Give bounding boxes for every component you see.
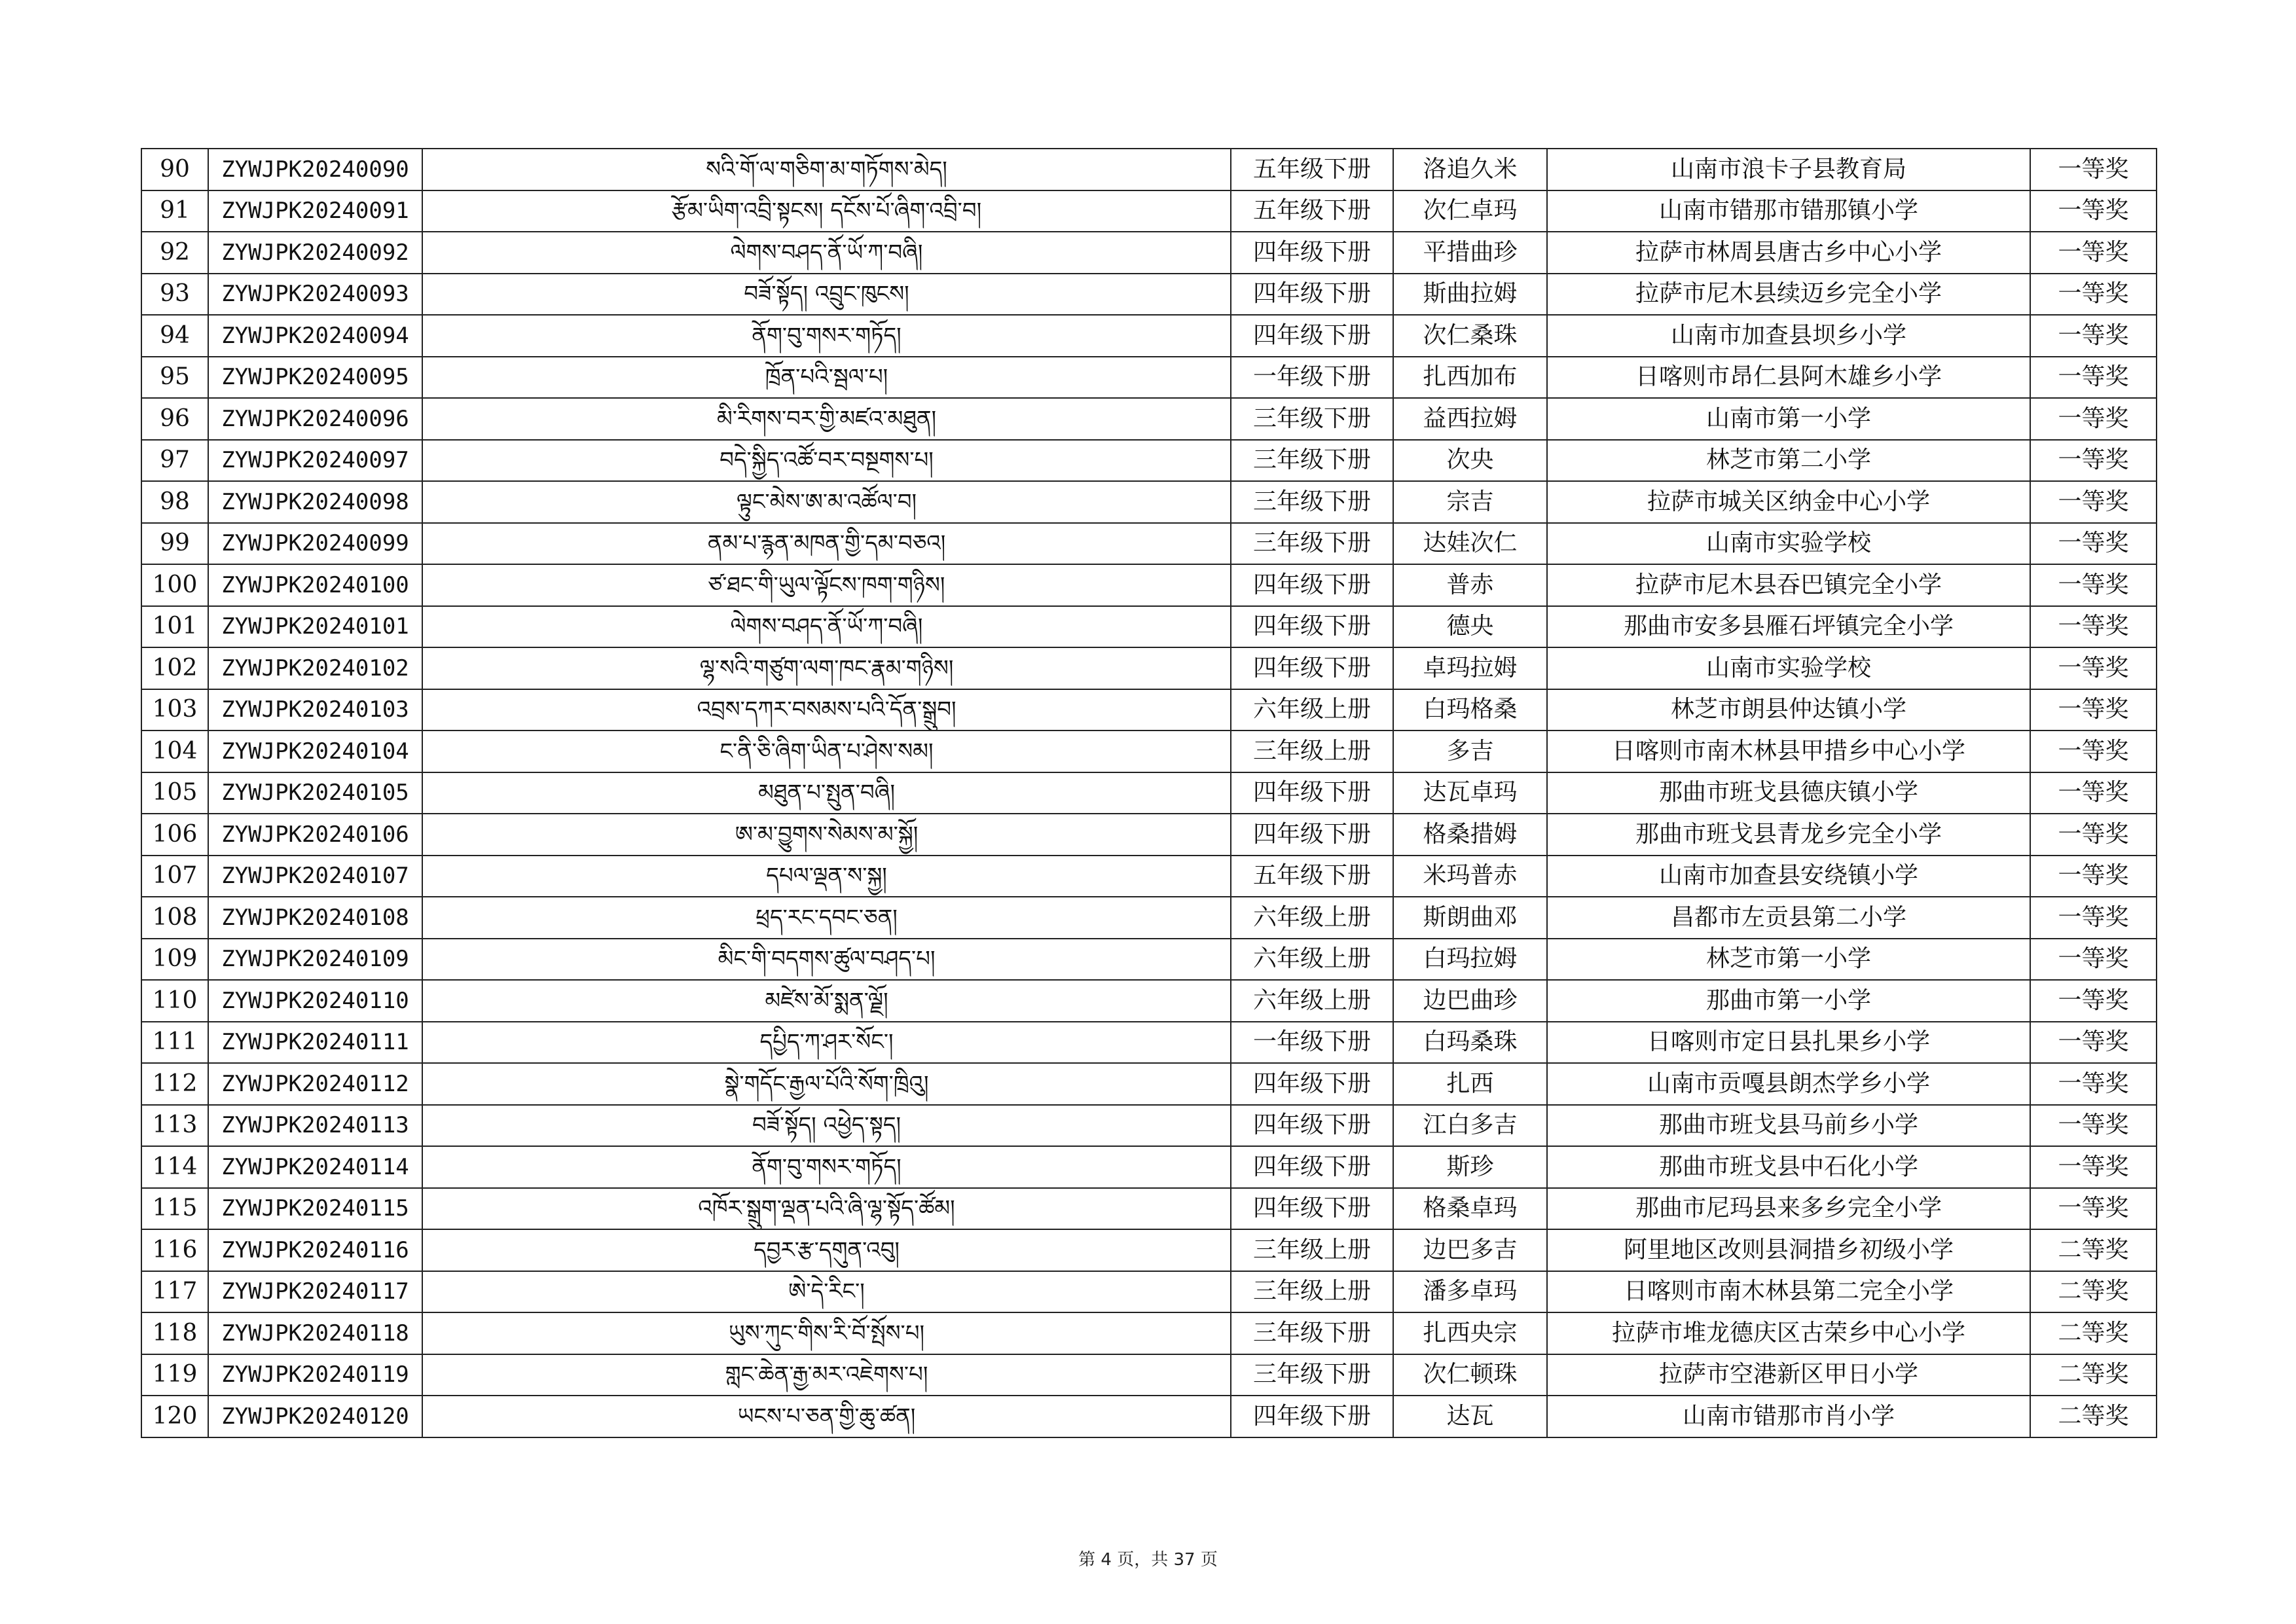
school-name-cell: 林芝市第一小学 — [1547, 939, 2030, 981]
school-name-cell: 昌都市左贡县第二小学 — [1547, 897, 2030, 939]
row-number-cell: 118 — [141, 1312, 208, 1354]
row-number-cell: 100 — [141, 564, 208, 606]
award-level-cell: 一等奖 — [2030, 980, 2157, 1022]
work-code-cell: ZYWJPK20240095 — [208, 357, 422, 399]
work-title-cell: མཛེས་མོ་སྨན་ལྗོ། — [422, 980, 1231, 1022]
work-code-cell: ZYWJPK20240115 — [208, 1188, 422, 1230]
school-name-cell: 那曲市班戈县青龙乡完全小学 — [1547, 814, 2030, 856]
work-title-cell: ནོག་བུ་གསར་གཏོད། — [422, 1146, 1231, 1188]
school-name-cell: 日喀则市南木林县第二完全小学 — [1547, 1271, 2030, 1313]
table-row — [141, 689, 2157, 731]
award-level-cell: 一等奖 — [2030, 315, 2157, 357]
table-row — [141, 1229, 2157, 1271]
row-number-cell: 99 — [141, 523, 208, 565]
teacher-name-cell: 卓玛拉姆 — [1393, 647, 1547, 689]
school-name-cell: 日喀则市昂仁县阿木雄乡小学 — [1547, 357, 2030, 399]
work-code-cell: ZYWJPK20240104 — [208, 731, 422, 772]
teacher-name-cell: 扎西 — [1393, 1063, 1547, 1105]
work-code-cell: ZYWJPK20240118 — [208, 1312, 422, 1354]
table-row — [141, 1022, 2157, 1064]
teacher-name-cell: 宗吉 — [1393, 481, 1547, 523]
award-level-cell: 二等奖 — [2030, 1312, 2157, 1354]
teacher-name-cell: 次仁顿珠 — [1393, 1354, 1547, 1396]
table-row — [141, 647, 2157, 689]
work-code-cell: ZYWJPK20240120 — [208, 1396, 422, 1437]
work-title-cell: ཨ་མ་བྱུགས་སེམས་མ་སྐྱོ། — [422, 814, 1231, 856]
work-title-cell: ལྟུང་མེས་ཨ་མ་འཚོལ་བ། — [422, 481, 1231, 523]
grade-volume-cell: 四年级下册 — [1231, 1188, 1393, 1230]
award-level-cell: 一等奖 — [2030, 1022, 2157, 1064]
school-name-cell: 山南市第一小学 — [1547, 398, 2030, 440]
grade-volume-cell: 四年级下册 — [1231, 1063, 1393, 1105]
row-number-cell: 106 — [141, 814, 208, 856]
table-row — [141, 1396, 2157, 1437]
work-code-cell: ZYWJPK20240112 — [208, 1063, 422, 1105]
work-title-cell: ལྷ་སའི་གཙུག་ལག་ཁང་རྣམ་གཉིས། — [422, 647, 1231, 689]
table-row — [141, 232, 2157, 274]
row-number-cell: 120 — [141, 1396, 208, 1437]
teacher-name-cell: 达瓦卓玛 — [1393, 772, 1547, 814]
work-code-cell: ZYWJPK20240107 — [208, 856, 422, 897]
award-level-cell: 一等奖 — [2030, 647, 2157, 689]
school-name-cell: 拉萨市尼木县续迈乡完全小学 — [1547, 274, 2030, 316]
row-number-cell: 117 — [141, 1271, 208, 1313]
grade-volume-cell: 四年级下册 — [1231, 1146, 1393, 1188]
row-number-cell: 93 — [141, 274, 208, 316]
work-code-cell: ZYWJPK20240096 — [208, 398, 422, 440]
table-row — [141, 1105, 2157, 1147]
grade-volume-cell: 四年级下册 — [1231, 1396, 1393, 1437]
work-title-cell: བཟོ་སྟོད། འཕྱེད་སྟད། — [422, 1105, 1231, 1147]
row-number-cell: 98 — [141, 481, 208, 523]
work-title-cell: དབྱར་རྩ་དགུན་འབུ། — [422, 1229, 1231, 1271]
grade-volume-cell: 三年级上册 — [1231, 1229, 1393, 1271]
award-level-cell: 二等奖 — [2030, 1229, 2157, 1271]
school-name-cell: 那曲市班戈县德庆镇小学 — [1547, 772, 2030, 814]
work-code-cell: ZYWJPK20240103 — [208, 689, 422, 731]
work-title-cell: ཙ་ཐང་གི་ཡུལ་ལྟོངས་ཁག་གཉིས། — [422, 564, 1231, 606]
row-number-cell: 119 — [141, 1354, 208, 1396]
school-name-cell: 山南市浪卡子县教育局 — [1547, 149, 2030, 190]
teacher-name-cell: 边巴多吉 — [1393, 1229, 1547, 1271]
row-number-cell: 104 — [141, 731, 208, 772]
school-name-cell: 拉萨市尼木县吞巴镇完全小学 — [1547, 564, 2030, 606]
grade-volume-cell: 四年级下册 — [1231, 274, 1393, 316]
work-code-cell: ZYWJPK20240094 — [208, 315, 422, 357]
grade-volume-cell: 三年级下册 — [1231, 440, 1393, 482]
award-level-cell: 一等奖 — [2030, 1063, 2157, 1105]
table-row — [141, 1146, 2157, 1188]
grade-volume-cell: 五年级下册 — [1231, 190, 1393, 232]
school-name-cell: 山南市错那市错那镇小学 — [1547, 190, 2030, 232]
school-name-cell: 那曲市尼玛县来多乡完全小学 — [1547, 1188, 2030, 1230]
school-name-cell: 山南市实验学校 — [1547, 647, 2030, 689]
work-code-cell: ZYWJPK20240092 — [208, 232, 422, 274]
teacher-name-cell: 斯曲拉姆 — [1393, 274, 1547, 316]
grade-volume-cell: 一年级下册 — [1231, 357, 1393, 399]
award-level-cell: 一等奖 — [2030, 897, 2157, 939]
work-title-cell: ནམ་པ་རྙན་མཁན་གྱི་དམ་བཅའ། — [422, 523, 1231, 565]
table-row — [141, 772, 2157, 814]
work-title-cell: མིང་གི་བདགས་ཚུལ་བཤད་པ། — [422, 939, 1231, 981]
table-row — [141, 564, 2157, 606]
teacher-name-cell: 扎西加布 — [1393, 357, 1547, 399]
work-title-cell: ཡངས་པ་ཅན་གྱི་ཆུ་ཚན། — [422, 1396, 1231, 1437]
award-level-cell: 二等奖 — [2030, 1396, 2157, 1437]
table-row — [141, 190, 2157, 232]
row-number-cell: 107 — [141, 856, 208, 897]
award-level-cell: 一等奖 — [2030, 190, 2157, 232]
row-number-cell: 97 — [141, 440, 208, 482]
award-level-cell: 一等奖 — [2030, 856, 2157, 897]
work-title-cell: དཔལ་ལྡན་ས་སྐྱ། — [422, 856, 1231, 897]
award-level-cell: 一等奖 — [2030, 772, 2157, 814]
work-code-cell: ZYWJPK20240090 — [208, 149, 422, 190]
row-number-cell: 92 — [141, 232, 208, 274]
row-number-cell: 115 — [141, 1188, 208, 1230]
row-number-cell: 90 — [141, 149, 208, 190]
work-code-cell: ZYWJPK20240117 — [208, 1271, 422, 1313]
row-number-cell: 101 — [141, 606, 208, 648]
grade-volume-cell: 六年级上册 — [1231, 939, 1393, 981]
work-code-cell: ZYWJPK20240100 — [208, 564, 422, 606]
work-code-cell: ZYWJPK20240116 — [208, 1229, 422, 1271]
table-row — [141, 274, 2157, 316]
table-row — [141, 897, 2157, 939]
teacher-name-cell: 江白多吉 — [1393, 1105, 1547, 1147]
teacher-name-cell: 格桑措姆 — [1393, 814, 1547, 856]
table-row — [141, 939, 2157, 981]
teacher-name-cell: 边巴曲珍 — [1393, 980, 1547, 1022]
awards-table-body — [141, 149, 2157, 1437]
work-title-cell: ཡུས་ཀུང་གིས་རི་བོ་སྤོས་པ། — [422, 1312, 1231, 1354]
table-row — [141, 1271, 2157, 1313]
award-level-cell: 二等奖 — [2030, 1354, 2157, 1396]
work-code-cell: ZYWJPK20240108 — [208, 897, 422, 939]
table-row — [141, 1188, 2157, 1230]
work-title-cell: བཟོ་སྟོད། འབྲུང་ཁུངས། — [422, 274, 1231, 316]
teacher-name-cell: 次央 — [1393, 440, 1547, 482]
work-title-cell: ང་ནི་ཅི་ཞིག་ཡིན་པ་ཤེས་སམ། — [422, 731, 1231, 772]
teacher-name-cell: 米玛普赤 — [1393, 856, 1547, 897]
award-level-cell: 一等奖 — [2030, 481, 2157, 523]
work-title-cell: དཔྱིད་ཀ་ཤར་སོང་། — [422, 1022, 1231, 1064]
grade-volume-cell: 六年级上册 — [1231, 689, 1393, 731]
grade-volume-cell: 三年级下册 — [1231, 523, 1393, 565]
table-row — [141, 481, 2157, 523]
work-code-cell: ZYWJPK20240099 — [208, 523, 422, 565]
grade-volume-cell: 三年级下册 — [1231, 398, 1393, 440]
teacher-name-cell: 达瓦 — [1393, 1396, 1547, 1437]
grade-volume-cell: 三年级下册 — [1231, 1354, 1393, 1396]
teacher-name-cell: 斯朗曲邓 — [1393, 897, 1547, 939]
work-title-cell: མཐུན་པ་སྤུན་བཞི། — [422, 772, 1231, 814]
row-number-cell: 114 — [141, 1146, 208, 1188]
table-row — [141, 315, 2157, 357]
table-row — [141, 856, 2157, 897]
table-row — [141, 980, 2157, 1022]
teacher-name-cell: 平措曲珍 — [1393, 232, 1547, 274]
work-code-cell: ZYWJPK20240114 — [208, 1146, 422, 1188]
teacher-name-cell: 白玛格桑 — [1393, 689, 1547, 731]
teacher-name-cell: 多吉 — [1393, 731, 1547, 772]
teacher-name-cell: 达娃次仁 — [1393, 523, 1547, 565]
table-row — [141, 149, 2157, 190]
school-name-cell: 山南市错那市肖小学 — [1547, 1396, 2030, 1437]
work-code-cell: ZYWJPK20240111 — [208, 1022, 422, 1064]
teacher-name-cell: 白玛桑珠 — [1393, 1022, 1547, 1064]
row-number-cell: 110 — [141, 980, 208, 1022]
teacher-name-cell: 扎西央宗 — [1393, 1312, 1547, 1354]
school-name-cell: 那曲市第一小学 — [1547, 980, 2030, 1022]
row-number-cell: 96 — [141, 398, 208, 440]
row-number-cell: 108 — [141, 897, 208, 939]
award-level-cell: 一等奖 — [2030, 440, 2157, 482]
row-number-cell: 94 — [141, 315, 208, 357]
work-title-cell: ཕྲད་རང་དབང་ཅན། — [422, 897, 1231, 939]
award-level-cell: 一等奖 — [2030, 1188, 2157, 1230]
award-level-cell: 一等奖 — [2030, 814, 2157, 856]
teacher-name-cell: 益西拉姆 — [1393, 398, 1547, 440]
work-code-cell: ZYWJPK20240119 — [208, 1354, 422, 1396]
work-title-cell: ནོག་བུ་གསར་གཏོད། — [422, 315, 1231, 357]
grade-volume-cell: 一年级下册 — [1231, 1022, 1393, 1064]
grade-volume-cell: 四年级下册 — [1231, 772, 1393, 814]
row-number-cell: 103 — [141, 689, 208, 731]
teacher-name-cell: 洛追久米 — [1393, 149, 1547, 190]
work-title-cell: འབྲས་དཀར་བསམས་པའི་དོན་སྒྲུབ། — [422, 689, 1231, 731]
teacher-name-cell: 普赤 — [1393, 564, 1547, 606]
school-name-cell: 那曲市安多县雁石坪镇完全小学 — [1547, 606, 2030, 648]
table-row — [141, 357, 2157, 399]
work-title-cell: ཁྲོན་པའི་སྦལ་པ། — [422, 357, 1231, 399]
grade-volume-cell: 六年级上册 — [1231, 980, 1393, 1022]
teacher-name-cell: 格桑卓玛 — [1393, 1188, 1547, 1230]
award-level-cell: 一等奖 — [2030, 523, 2157, 565]
work-title-cell: རྩོམ་ཡིག་འབྲི་སྟངས། དངོས་པོ་ཞིག་འབྲི་བ། — [422, 190, 1231, 232]
school-name-cell: 山南市加查县安绕镇小学 — [1547, 856, 2030, 897]
teacher-name-cell: 德央 — [1393, 606, 1547, 648]
teacher-name-cell: 次仁卓玛 — [1393, 190, 1547, 232]
grade-volume-cell: 三年级下册 — [1231, 1312, 1393, 1354]
table-row — [141, 1312, 2157, 1354]
row-number-cell: 102 — [141, 647, 208, 689]
award-level-cell: 一等奖 — [2030, 398, 2157, 440]
grade-volume-cell: 三年级下册 — [1231, 481, 1393, 523]
awards-table — [141, 148, 2157, 1438]
school-name-cell: 林芝市朗县仲达镇小学 — [1547, 689, 2030, 731]
award-level-cell: 一等奖 — [2030, 606, 2157, 648]
row-number-cell: 109 — [141, 939, 208, 981]
teacher-name-cell: 斯珍 — [1393, 1146, 1547, 1188]
teacher-name-cell: 次仁桑珠 — [1393, 315, 1547, 357]
grade-volume-cell: 五年级下册 — [1231, 149, 1393, 190]
school-name-cell: 拉萨市堆龙德庆区古荣乡中心小学 — [1547, 1312, 2030, 1354]
work-code-cell: ZYWJPK20240101 — [208, 606, 422, 648]
table-row — [141, 606, 2157, 648]
row-number-cell: 113 — [141, 1105, 208, 1147]
work-title-cell: གླང་ཆེན་རྒྱ་མར་འཇེགས་པ། — [422, 1354, 1231, 1396]
work-title-cell: བདེ་སྐྱིད་འཚོ་བར་བསྔགས་པ། — [422, 440, 1231, 482]
school-name-cell: 拉萨市林周县唐古乡中心小学 — [1547, 232, 2030, 274]
grade-volume-cell: 四年级下册 — [1231, 606, 1393, 648]
award-level-cell: 一等奖 — [2030, 1105, 2157, 1147]
row-number-cell: 111 — [141, 1022, 208, 1064]
award-level-cell: 一等奖 — [2030, 149, 2157, 190]
table-row — [141, 1063, 2157, 1105]
award-level-cell: 一等奖 — [2030, 939, 2157, 981]
row-number-cell: 116 — [141, 1229, 208, 1271]
row-number-cell: 112 — [141, 1063, 208, 1105]
school-name-cell: 拉萨市城关区纳金中心小学 — [1547, 481, 2030, 523]
teacher-name-cell: 潘多卓玛 — [1393, 1271, 1547, 1313]
grade-volume-cell: 三年级上册 — [1231, 731, 1393, 772]
grade-volume-cell: 四年级下册 — [1231, 647, 1393, 689]
school-name-cell: 拉萨市空港新区甲日小学 — [1547, 1354, 2030, 1396]
work-code-cell: ZYWJPK20240106 — [208, 814, 422, 856]
row-number-cell: 91 — [141, 190, 208, 232]
grade-volume-cell: 四年级下册 — [1231, 315, 1393, 357]
school-name-cell: 山南市贡嘎县朗杰学乡小学 — [1547, 1063, 2030, 1105]
grade-volume-cell: 四年级下册 — [1231, 564, 1393, 606]
grade-volume-cell: 四年级下册 — [1231, 1105, 1393, 1147]
award-level-cell: 一等奖 — [2030, 357, 2157, 399]
work-code-cell: ZYWJPK20240109 — [208, 939, 422, 981]
page-footer: 第 4 页，共 37 页 — [1078, 1550, 1218, 1570]
award-level-cell: 一等奖 — [2030, 1146, 2157, 1188]
work-code-cell: ZYWJPK20240105 — [208, 772, 422, 814]
award-level-cell: 一等奖 — [2030, 731, 2157, 772]
table-row — [141, 1354, 2157, 1396]
work-title-cell: ཨེ་དེ་རིང་། — [422, 1271, 1231, 1313]
award-level-cell: 一等奖 — [2030, 564, 2157, 606]
school-name-cell: 阿里地区改则县洞措乡初级小学 — [1547, 1229, 2030, 1271]
school-name-cell: 日喀则市南木林县甲措乡中心小学 — [1547, 731, 2030, 772]
table-row — [141, 814, 2157, 856]
school-name-cell: 那曲市班戈县马前乡小学 — [1547, 1105, 2030, 1147]
work-title-cell: སའི་གོ་ལ་གཅིག་མ་གཏོགས་མེད། — [422, 149, 1231, 190]
school-name-cell: 山南市实验学校 — [1547, 523, 2030, 565]
grade-volume-cell: 五年级下册 — [1231, 856, 1393, 897]
award-level-cell: 一等奖 — [2030, 232, 2157, 274]
table-row — [141, 440, 2157, 482]
work-code-cell: ZYWJPK20240098 — [208, 481, 422, 523]
school-name-cell: 日喀则市定日县扎果乡小学 — [1547, 1022, 2030, 1064]
grade-volume-cell: 六年级上册 — [1231, 897, 1393, 939]
row-number-cell: 105 — [141, 772, 208, 814]
grade-volume-cell: 三年级上册 — [1231, 1271, 1393, 1313]
work-code-cell: ZYWJPK20240113 — [208, 1105, 422, 1147]
school-name-cell: 林芝市第二小学 — [1547, 440, 2030, 482]
award-level-cell: 一等奖 — [2030, 274, 2157, 316]
table-row — [141, 398, 2157, 440]
work-title-cell: འཁོར་སྒྲུག་ལྡན་པའི་ཞི་ལྷ་སྟོད་ཚོམ། — [422, 1188, 1231, 1230]
work-code-cell: ZYWJPK20240097 — [208, 440, 422, 482]
teacher-name-cell: 白玛拉姆 — [1393, 939, 1547, 981]
work-title-cell: སྣེ་གདོང་རྒྱལ་པོའི་སོག་ཁྲིའུ། — [422, 1063, 1231, 1105]
award-level-cell: 二等奖 — [2030, 1271, 2157, 1313]
work-code-cell: ZYWJPK20240102 — [208, 647, 422, 689]
grade-volume-cell: 四年级下册 — [1231, 814, 1393, 856]
school-name-cell: 那曲市班戈县中石化小学 — [1547, 1146, 2030, 1188]
grade-volume-cell: 四年级下册 — [1231, 232, 1393, 274]
work-code-cell: ZYWJPK20240093 — [208, 274, 422, 316]
work-code-cell: ZYWJPK20240091 — [208, 190, 422, 232]
work-title-cell: ལེགས་བཤད་ནོ་ཡོ་ཀ་བཞི། — [422, 232, 1231, 274]
row-number-cell: 95 — [141, 357, 208, 399]
work-code-cell: ZYWJPK20240110 — [208, 980, 422, 1022]
work-title-cell: ལེགས་བཤད་ནོ་ཡོ་ཀ་བཞི། — [422, 606, 1231, 648]
award-level-cell: 一等奖 — [2030, 689, 2157, 731]
school-name-cell: 山南市加查县坝乡小学 — [1547, 315, 2030, 357]
table-row — [141, 731, 2157, 772]
work-title-cell: མི་རིགས་བར་གྱི་མཛའ་མཐུན། — [422, 398, 1231, 440]
table-row — [141, 523, 2157, 565]
